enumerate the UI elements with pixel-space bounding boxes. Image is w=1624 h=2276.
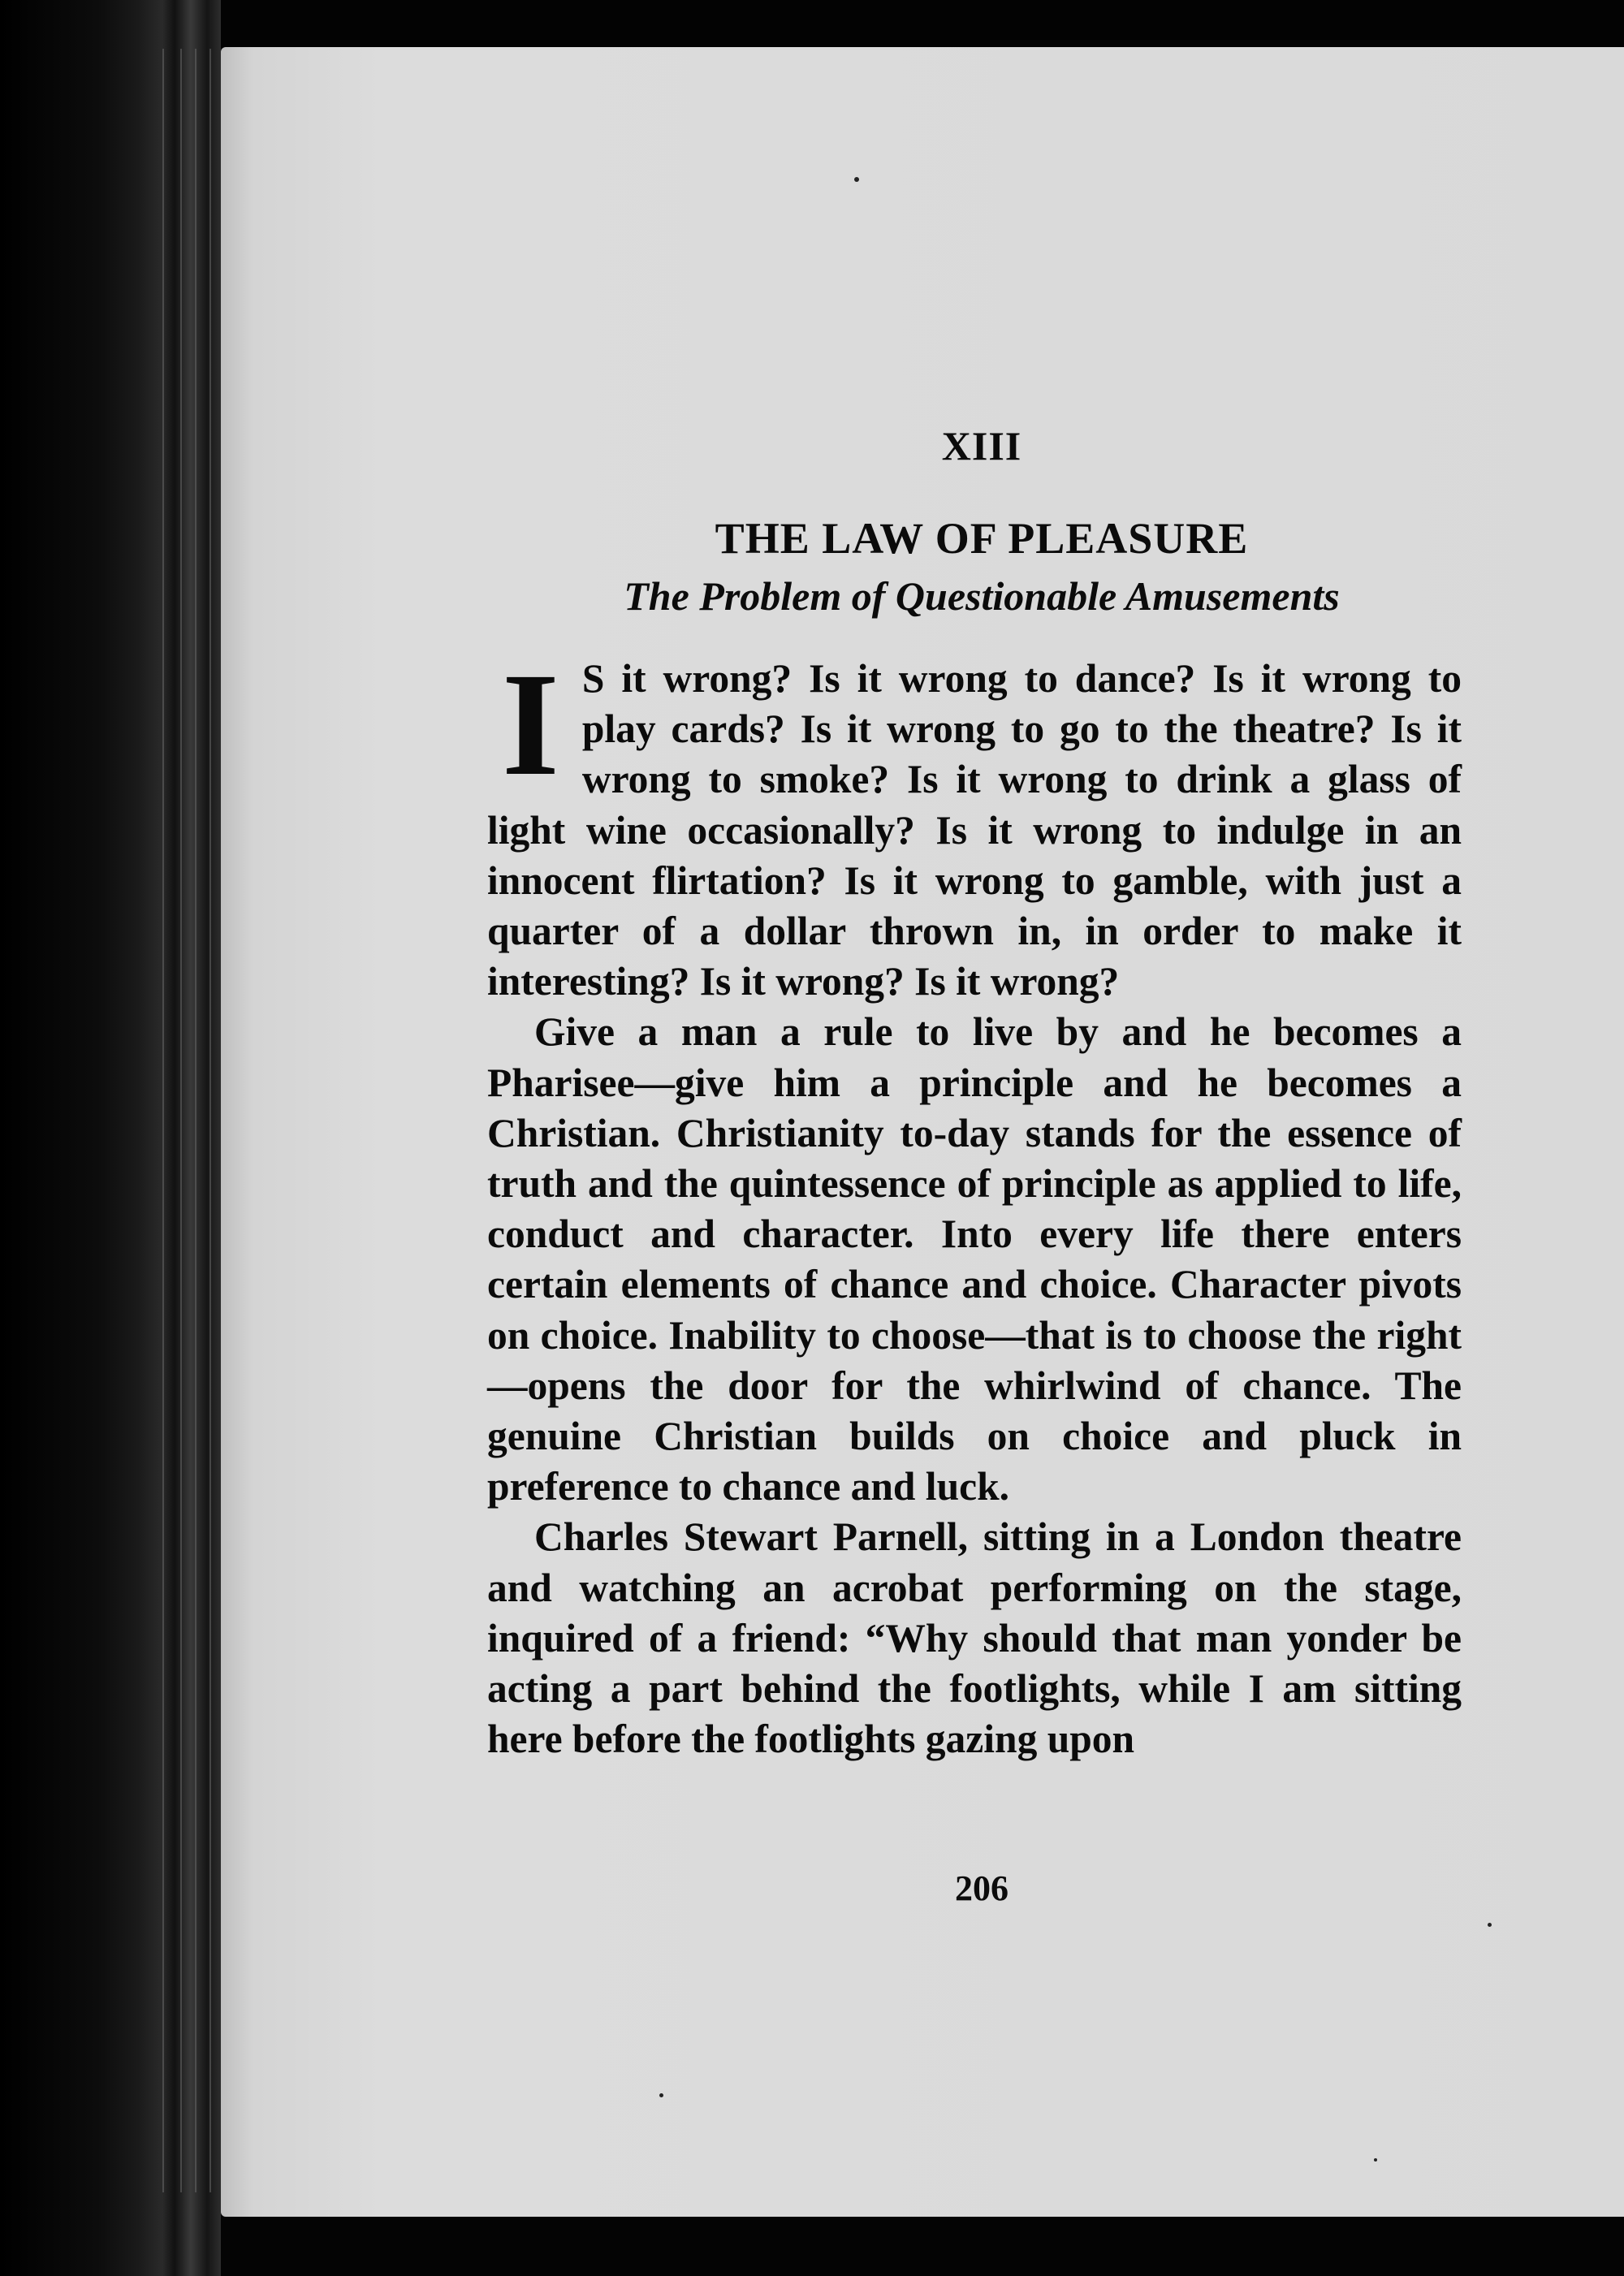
- paragraph-1-text: S it wrong? Is it wrong to dance? Is it wrong to play cards? Is it wrong to go to the theatre? Is it wrong to smoke? Is it wrong to drink a glass of light wine occasionally? Is it wrong to indulge in an innocent flirtation? Is it wrong to gamble, with just a quarter of a dollar thrown in, in order to make it interesting? Is it wrong? Is it wrong?: [487, 656, 1462, 1004]
- page-edge-line: [162, 49, 164, 2192]
- paper-speck: [854, 177, 859, 182]
- paper-speck: [1374, 2158, 1377, 2162]
- chapter-title: THE LAW OF PLEASURE: [715, 514, 1249, 563]
- page-edge-line: [180, 49, 182, 2192]
- book-spine-edge: [0, 0, 221, 2276]
- paragraph-2: Give a man a rule to live by and he becomes a Pharisee—give him a principle and he becomes a Christian. Christianity to-day stands for the essence of truth and the quintessence of principle as applied to life, conduct and character. Into every life there enters certain elements of chance and choice. Character pivots on choice. Inability to choose—that is to choose the right—opens the door for the whirlwind of chance. The genuine Christian builds on choice and pluck in preference to chance and luck.: [487, 1009, 1462, 1509]
- paper-speck: [659, 2093, 663, 2097]
- scan-top-border: [0, 0, 1624, 47]
- page-edge-line: [195, 49, 197, 2192]
- body-text: [487, 643, 1462, 1764]
- scan-bottom-border: [221, 2217, 1624, 2276]
- page-edge-line: [209, 49, 211, 2192]
- chapter-subtitle: The Problem of Questionable Amusements: [624, 573, 1340, 619]
- paper-speck: [1488, 1923, 1492, 1927]
- chapter-number: XIII: [941, 423, 1022, 469]
- drop-cap: I: [502, 643, 559, 806]
- page-number: 206: [955, 1868, 1009, 1908]
- paragraph-3: Charles Stewart Parnell, sitting in a London theatre and watching an acrobat performing on the stage, inquired of a friend: “Why should that man yonder be acting a part behind the footlights, while I am sitting here before the footlights gazing upon: [487, 1514, 1462, 1762]
- paragraph-1: [487, 643, 1462, 1007]
